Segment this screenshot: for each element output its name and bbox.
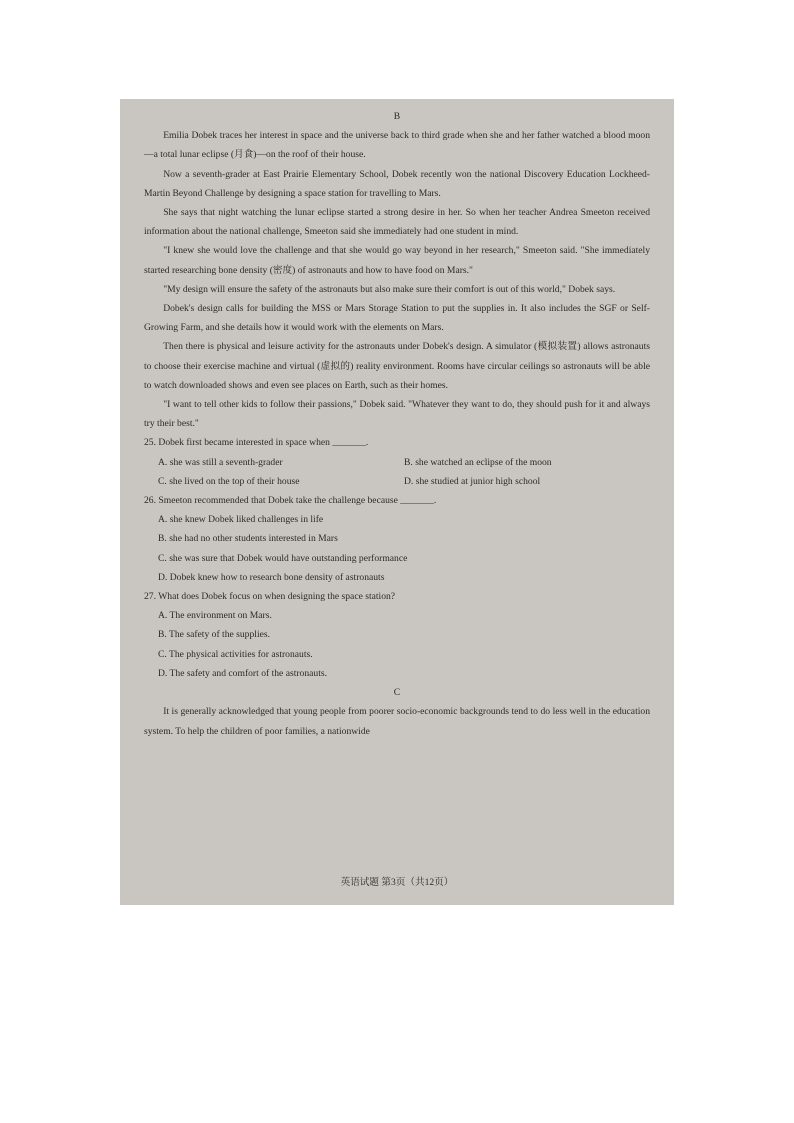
- question-27-option-b: B. The safety of the supplies.: [158, 629, 270, 641]
- section-b-heading: B: [393, 111, 401, 122]
- passage-b-paragraph: Emilia Dobek traces her interest in space and the universe back to third grade when she and her father watched a blood moon—a total lunar eclipse (月食)—on the roof of their house.: [144, 130, 650, 161]
- question-27-option-c: C. The physical activities for astronauts.: [158, 648, 313, 660]
- passage-b-paragraph: "I want to tell other kids to follow their passions," Dobek said. "Whatever they want to do, they should push for it and always try their best.": [144, 399, 650, 430]
- passage-c-paragraph: It is generally acknowledged that young people from poorer socio-economic backgrounds tend to do less well in the education system. To help the children of poor families, a nationwide: [144, 706, 650, 737]
- passage-b-paragraph: She says that night watching the lunar eclipse started a strong desire in her. So when her teacher Andrea Smeeton received information about the national challenge, Smeeton said she immediately had one student in mind.: [144, 207, 650, 238]
- section-c-heading: C: [393, 687, 401, 699]
- question-25-option-b: B. she watched an eclipse of the moon: [404, 456, 552, 468]
- exam-page: [120, 99, 674, 905]
- question-27-option-d: D. The safety and comfort of the astronauts.: [158, 667, 327, 679]
- question-26-options: [144, 510, 650, 587]
- question-25-options: [144, 453, 650, 491]
- passage-b-paragraph: Now a seventh-grader at East Prairie Elementary School, Dobek recently won the national Discovery Education Lockheed-Martin Beyond Challenge by designing a space station for travelling to Mars.: [144, 168, 650, 199]
- passage-b-paragraph: Dobek's design calls for building the MSS or Mars Storage Station to put the supplies in. It also includes the SGF or Self-Growing Farm, and she details how it would work with the elements on Mars.: [144, 303, 650, 334]
- question-25-option-d: D. she studied at junior high school: [404, 475, 541, 487]
- question-27-stem: 27. What does Dobek focus on when designing the space station?: [144, 591, 396, 603]
- question-26-stem: 26. Smeeton recommended that Dobek take the challenge because _______.: [144, 495, 437, 507]
- question-25-option-a: A. she was still a seventh-grader: [158, 456, 283, 468]
- question-27-option-a: A. The environment on Mars.: [158, 610, 272, 622]
- question-26-option-d: D. Dobek knew how to research bone density of astronauts: [158, 571, 385, 583]
- question-26-option-c: C. she was sure that Dobek would have outstanding performance: [158, 552, 408, 564]
- question-27-options: [144, 606, 650, 683]
- question-25-stem: 25. Dobek first became interested in space when _______.: [144, 437, 369, 449]
- passage-b-paragraph: "My design will ensure the safety of the astronauts but also make sure their comfort is out of this world," Dobek says.: [163, 283, 616, 295]
- question-26-option-b: B. she had no other students interested in Mars: [158, 533, 338, 545]
- question-26-option-a: A. she knew Dobek liked challenges in life: [158, 514, 324, 526]
- passage-b-paragraph: Then there is physical and leisure activity for the astronauts under Dobek's design. A simulator (模拟装置) allows astronauts to choose their exercise machine and virtual (虚拟的) reality environment. Rooms have circular ceilings so astronauts will be able to watch downloaded shows and even see places on Earth, such as their homes.: [144, 341, 650, 391]
- passage-b-paragraph: "I knew she would love the challenge and that she would go way beyond in her research," Smeeton said. "She immediately started researching bone density (密度) of astronauts and how to have food on Mars.": [144, 245, 650, 276]
- question-25-option-c: C. she lived on the top of their house: [158, 475, 300, 487]
- page-footer: 英语试题 第3页（共12页）: [340, 877, 454, 888]
